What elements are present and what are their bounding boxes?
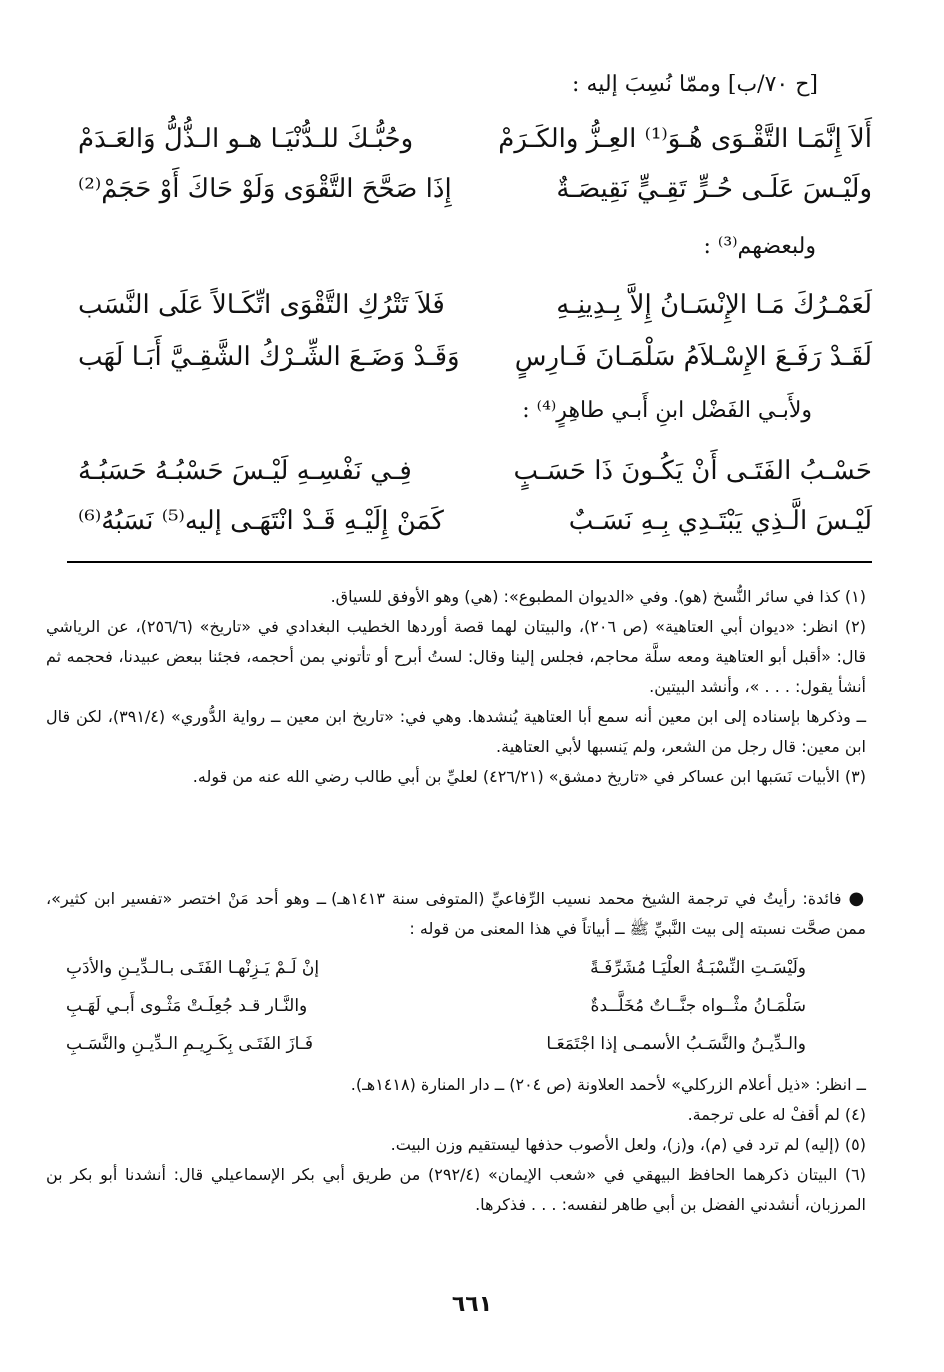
poem3-verse1-second-hemistich: فِـي نَفْسِـهِ لَيْـسَ حَسْبُـهُ حَسَبُـهُ: [78, 456, 412, 486]
poem2-verse2-first-hemistich: لَقَـدْ رَفَـعَ الإِسْـلاَمُ سَلْمَـانَ فَـارِسٍ: [514, 342, 872, 372]
section-header: [ح ٧٠/ب] وممّا نُسِبَ إليه :: [572, 72, 818, 97]
footnotes-lower: [46, 1070, 866, 1220]
fawaid-verse-1: [56, 958, 866, 988]
footnote-2: (٢) انظر: «ديوان أبي العتاهية» (ص ٢٠٦)، والبيتان لهما قصة أوردها الخطيب البغدادي في «تاريخ» (٢٥٦/٦)، عن الرياشي قال: «أقبل أبو العتاهية ومعه سلَّة محاجم، فجلس إلينا وقال: لستُ أبرح أو تأتوني بمن أحجمه، فجئنا ببعض عبيدنا، فحجمه ثم أنشأ يقول: . . . »، وأنشد البيتين.: [46, 617, 866, 696]
poem3-verse2-first-hemistich: لَيْـسَ الَّـذِي يَبْتَـدِي بِـهِ نَسَـبٌ: [568, 506, 872, 536]
footnote-1: (١) كذا في سائر النُّسخ (هو). وفي «الديوان المطبوع»: (هي) وهو الأوفق للسياق.: [330, 587, 866, 606]
poem2-intro: ولبعضهم⁽³⁾ :: [703, 234, 816, 259]
poem2-verse2-second-hemistich: وَقَـدْ وَضَـعَ الشِّـرْكُ الشَّقِـيَّ أَبَـا لَهَب: [78, 342, 460, 372]
poem1-verse2-first-hemistich: ولَيْـسَ عَلَـى حُـرٍّ تَقِـيٍّ نَقِيصَـةٌ: [556, 174, 872, 204]
fawaid-verses: [56, 958, 866, 1068]
fawaid-verse-3: [56, 1034, 866, 1064]
poem2-verse1-first-hemistich: لَعَمْـرُكَ مَـا الإِنْسَـانُ إِلاَّ بِـدِينِـهِ: [556, 290, 872, 320]
poem1-verse2-second-hemistich: إِذَا صَحَّحَ التَّقْوَى وَلَوْ حَاكَ أَوْ حَجَمْ⁽²⁾: [78, 174, 452, 204]
fawaid-note: [46, 884, 866, 944]
fawaid-text: فائدة: رأيتُ في ترجمة الشيخ محمد نسيب الرِّفاعيِّ (المتوفى سنة ١٤١٣هـ) ــ وهو أحد مَنْ اختصر «تفسير ابن كثير»، ممن صحَّت نسبته إلى بيت النَّبيِّ ﷺ ــ أبياتاً في هذا المعنى من قوله :: [46, 889, 866, 938]
fawaid-verse-1-first: ولَيْسَـتِ النِّسْبَـةُ العلْيَـا مُشَرِّفَـةً: [590, 958, 806, 978]
poem3-verse1-first-hemistich: حَسْـبُ الفَتَـى أَنْ يَكُـونَ ذَا حَسَـبٍ: [513, 456, 872, 486]
fawaid-verse-1-second: إنْ لَـمْ يَـزِنْهـا الفَتَـى بـالـدِّيـنِ والأدَبِ: [66, 958, 320, 978]
poem3-intro: ولأَبـي الفَضْل ابنِ أَبـي طاهِرٍ⁽⁴⁾ :: [522, 398, 812, 423]
page-number: ٦٦١: [451, 1292, 493, 1317]
footnote-4: (٤) لم أقفْ له على ترجمة.: [687, 1105, 866, 1124]
footnote-separator: [67, 561, 872, 563]
fawaid-verse-3-second: فَـازَ الفَتَـى بِكَـرِيـمِ الـدِّيـنِ والنَّسَـبِ: [66, 1034, 313, 1054]
poem2-verse1-second-hemistich: فَلاَ تَتْرُكِ التَّقْوَى اتِّكَـالاً عَلَى النَّسَب: [78, 290, 445, 320]
footnotes-upper: [46, 582, 866, 792]
bullet-icon: ●: [848, 888, 867, 909]
footnote-6: (٦) البيتان ذكرهما الحافظ البيهقي في «شعب الإيمان» (٢٩٢/٤) من طريق أبي بكر الإسماعيلي قال: أنشدنا أبو بكر بن المرزبان، أنشدني الفضل بن أبي طاهر لنفسه: . . . فذكرها.: [46, 1165, 867, 1214]
fawaid-verse-2-second: والنَّـار قـد جُعِلَـتْ مَثْـوى أَبـي لَهَـبِ: [66, 996, 308, 1016]
poem1-verse1-second-hemistich: وحُبُّـكَ للـدُّنْيَـا هـو الـذُّلُّ وَالعَـدَمْ: [78, 124, 414, 154]
footnote-3: (٣) الأبيات نَسَبها ابن عساكر في «تاريخ دمشق» (٤٢٦/٢١) لعليِّ بن أبي طالب رضي الله عنه من قوله.: [192, 767, 866, 786]
poem3-verse2-second-hemistich: كَمَنْ إِلَيْـهِ قَـدْ انْتَهَـى إليه⁽⁵⁾ نَسَبُهُ⁽⁶⁾: [78, 506, 444, 536]
fawaid-verse-2-first: سَلْمَـانُ مثْــواه جنَّــاتٌ مُخَلَّــدةٌ: [590, 996, 806, 1016]
fawaid-verse-3-first: والـدِّيـنُ والنَّسَـبُ الأسمـى إذا اجْتَمَعَـا: [546, 1034, 806, 1054]
fawaid-verse-2: [56, 996, 866, 1026]
poem1-verse1-first-hemistich: أَلاَ إِنَّمَـا التَّقْـوَى هُـوَ⁽¹⁾ العِـزُّ والكَـرَمْ: [498, 124, 872, 154]
footnote-2-continued: ــ وذكرها بإسناده إلى ابن معين أنه سمع أبا العتاهية يُنشدها. وهي في: «تاريخ ابن معين ــ رواية الدُّوري» (٣٩١/٤)، لكن قال ابن معين: قال رجل من الشعر، ولم يَنسبها لأبي العتاهية.: [46, 707, 866, 756]
footnote-5: (٥) (إليه) لم ترد في (م)، و(ز)، ولعل الأصوب حذفها ليستقيم وزن البيت.: [390, 1135, 866, 1154]
fawaid-reference: ــ انظر: «ذيل أعلام الزركلي» لأحمد العلاونة (ص ٢٠٤) ــ دار المنارة (١٤١٨هـ).: [350, 1075, 866, 1094]
